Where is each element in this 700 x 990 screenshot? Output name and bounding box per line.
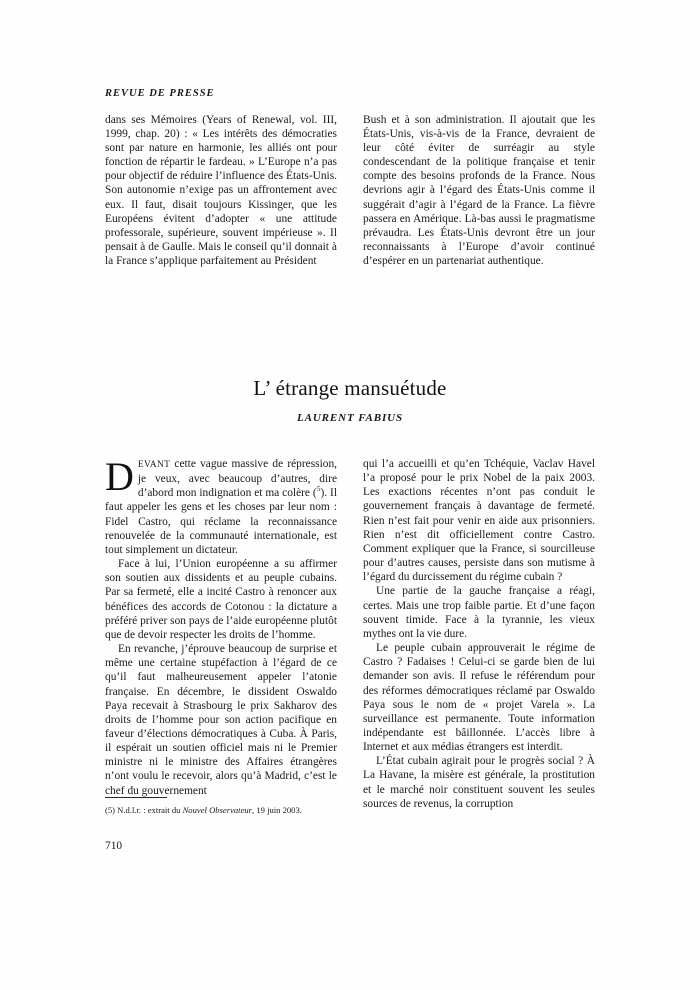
body-paragraph: qui l’a accueilli et qu’en Tchéquie, Vaclav Havel l’a proposé pour le prix Nobel de la paix 2003. Les exactions récentes n’ont pas conduit le gouvernement français à davantage de fermeté. Rien n’est fait pour venir en aide aux prisonniers. Rien n’est dit officiellement contre Castro. Comment expliquer que la France, si sourcilleuse pour d’autres causes, persiste dans son mutisme à l’égard du durcissement du régime cubain ? — [363, 458, 595, 584]
body-column-right — [363, 457, 595, 811]
body-paragraph: L’État cubain agirait pour le progrès social ? À La Havane, la misère est générale, la prostitution et le marché noir constituent souvent les seules sources de revenus, la corruption — [363, 755, 595, 810]
top-left-paragraph: dans ses Mémoires (Years of Renewal, vol. III, 1999, chap. 20) : « Les intérêts des démocraties sont par nature en harmonie, les alliés ont pour fonction de répartir le fardeau. » L’Europe n’a pas pour objectif de réduire l’influence des États-Unis. Son autonomie n’exige pas un affrontement avec eux. Il faut, disait toujours Kissinger, que les Européens évitent d’adopter « une attitude professorale, supérieure, souvent impérieuse ». Il pensait à de Gaulle. Mais le conseil qu’il donnait à la France s’applique parfaitement au Président — [105, 114, 337, 267]
article-title: L’ étrange mansuétude — [253, 376, 447, 401]
footnote-source-title: Nouvel Observateur — [182, 805, 253, 815]
drop-cap: D — [105, 454, 134, 499]
footnote-separator-rule — [105, 797, 167, 798]
article-body — [105, 454, 595, 811]
body-paragraph: Une partie de la gauche française a réagi, certes. Mais une trop faible partie. Et d’une façon souvent timide. Face à la tyrannie, les vieux mythes ont la vie dure. — [363, 585, 595, 640]
footnote-reference[interactable]: 5 — [316, 484, 321, 494]
footnote-suffix: , 19 juin 2003. — [252, 805, 302, 815]
article-byline: LAURENT FABIUS — [296, 412, 404, 424]
body-paragraph: Le peuple cubain approuverait le régime de Castro ? Fadaises ! Celui-ci se garde bien de lui demander son avis. Il refuse le référendum pour des réformes démocratiques réclamé par Oswaldo Paya sous le nom de « projet Varela ». La surveillance est permanente. Toute information indépendante est bâillonnée. L’accès libre à Internet et aux médias étrangers est interdit. — [363, 642, 595, 754]
opening-smallcaps: EVANT — [137, 460, 171, 470]
footnote-text — [105, 805, 337, 816]
running-head: REVUE DE PRESSE — [105, 88, 215, 99]
top-column-left — [105, 113, 337, 268]
body-text-run: ). Il faut appeler les gens et les choses par leur nom : Fidel Castro, qui réclame la reconnaissance renouvelée de la communauté internationale, est tout simplement un dictateur. — [105, 487, 337, 556]
body-paragraph: En revanche, j’éprouve beaucoup de surprise et même une certaine stupéfaction à l’égard de ce qu’il faut malheureusement appeler l’atonie française. En décembre, le dissident Oswaldo Paya recevait à Strasbourg le prix Sakharov des droits de l’homme pour son action pacifique en faveur d’élections démocratiques à Cuba. À Paris, il espérait un soutien officiel mais ni le Premier ministre ni le ministre des Affaires étrangères n’ont voulu le recevoir, alors qu’à Madrid, c’est le chef du gouvernement — [105, 643, 337, 797]
body-column-left — [105, 454, 337, 811]
top-continuation-block — [105, 113, 595, 268]
footnote-area — [105, 797, 337, 816]
body-text-run: cette vague massive de répression, je veux, avec beaucoup d’autres, dire d’abord mon indignation et ma colère ( — [137, 458, 337, 500]
footnote-prefix: (5) N.d.l.r. : extrait du — [105, 805, 183, 815]
body-paragraph — [105, 454, 337, 557]
top-right-paragraph: Bush et à son administration. Il ajoutait que les États-Unis, vis-à-vis de la France, devraient de leur côté éviter de surréagir au style condescendant de la politique française et tenir compte des besoins profonds de la France. Nous devrions agir à l’égard des États-Unis comme il suggérait d’agir à l’égard de la France. La fièvre passera en Amérique. Là-bas aussi le pragmatisme prévaudra. Les États-Unis devront être un jour reconnaissants à l’Europe d’avoir continué d’espérer en un partenariat authentique. — [363, 114, 595, 267]
body-paragraph: Face à lui, l’Union européenne a su affirmer son soutien aux dissidents et au peuple cubains. Par sa fermeté, elle a incité Castro à renoncer aux bénéfices des accords de Cotonou : la dictature a préféré priver son pays de l’aide européenne plutôt que de devoir respecter les droits de l’homme. — [105, 558, 337, 641]
page-number: 710 — [105, 840, 123, 852]
top-column-right — [363, 113, 595, 268]
